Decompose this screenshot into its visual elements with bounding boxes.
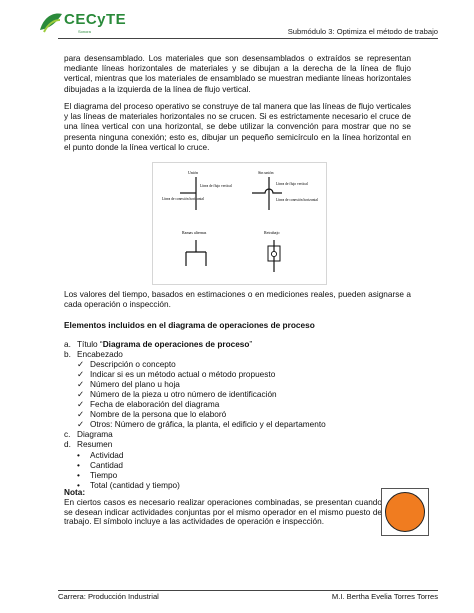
outline-b-text: Descripción o concepto [90, 360, 176, 370]
outline-b-text: Fecha de elaboración del diagrama [90, 400, 220, 410]
footer-author: M.I. Bertha Evelia Torres Torres [331, 592, 438, 601]
bullet-icon: • [77, 450, 80, 460]
outline-b-text: Nombre de la persona que lo elaboró [90, 410, 227, 420]
outline-item-c [64, 430, 424, 440]
union-note-horizontal: Línea de conexión horizontal [162, 197, 205, 201]
outline-b-text: Otros: Número de gráfica, la planta, el edificio y el departamento [90, 420, 326, 430]
figure-label-ramas: Ramas alternas [182, 230, 207, 235]
outline-d-label: Resumen [77, 440, 113, 450]
logo-text: CECyTE [64, 11, 127, 28]
bullet-icon: • [77, 460, 80, 470]
check-icon: ✓ [77, 370, 84, 380]
outline-b-text: Número de la pieza u otro número de identificación [90, 390, 277, 400]
outline-b-text: Indicar si es un método actual o método propuesto [90, 370, 276, 380]
retrabajo-operation-circle [271, 251, 276, 256]
check-icon: ✓ [77, 380, 84, 390]
section-heading: Elementos incluidos en el diagrama de operaciones de proceso [64, 320, 315, 330]
bullet-icon: • [77, 470, 80, 480]
check-icon: ✓ [77, 400, 84, 410]
outline-b-item [64, 360, 424, 370]
sin-union-note-vertical: Línea de flujo vertical [276, 182, 308, 186]
figure-label-retrabajo: Retrabajo [264, 230, 280, 235]
outline-d-text: Actividad [90, 450, 124, 460]
outline-c-label: Diagrama [77, 430, 113, 440]
outline-marker: c. [64, 430, 71, 440]
outline-a-bold: Diagrama de operaciones de proceso [102, 340, 250, 349]
check-icon: ✓ [77, 410, 84, 420]
paragraph-3: Los valores del tiempo, basados en estimaciones o en mediciones reales, pueden asignarse a cada operación o inspección. [64, 290, 411, 310]
footer-career: Carrera: Producción Industrial [58, 592, 159, 601]
outline-d-item [64, 461, 424, 471]
outline-d-text: Total (cantidad y tiempo) [90, 480, 180, 490]
outline-d-item [64, 471, 424, 481]
outline-b-item [64, 370, 424, 380]
header-divider [58, 38, 438, 39]
outline-marker: b. [64, 350, 71, 360]
outline-b-item [64, 380, 424, 390]
figure-label-union: Unión [188, 170, 198, 175]
elements-outline [64, 340, 424, 491]
outline-item-d [64, 440, 424, 450]
outline-marker: a. [64, 340, 71, 349]
outline-b-text: Número del plano u hoja [90, 380, 180, 390]
outline-marker: d. [64, 440, 71, 450]
check-icon: ✓ [77, 420, 84, 430]
outline-item-a [64, 340, 424, 350]
outline-d-text: Cantidad [90, 460, 124, 470]
paragraph-1: para desensamblado. Los materiales que son desensamblados o extraídos se representan mediante líneas horizontales de materiales y se dibujan a la derecha de la línea de flujo vertical, mientras que los materiales de ensamblado se muestran mediante líneas horizontales dibujadas a la izquierda de la línea de flujo vertical. [64, 54, 411, 94]
logo-subtext: Sonora [78, 29, 91, 34]
flow-conventions-figure [152, 162, 327, 285]
outline-a-prefix: Título “ [77, 340, 103, 349]
header-title: Submódulo 3: Optimiza el método de trabajo [287, 27, 438, 36]
outline-b-item [64, 400, 424, 410]
nota-text: En ciertos casos es necesario realizar operaciones combinadas, se presentan cuando se desean indicar actividades conjuntas por el mismo operador en el mismo puesto de trabajo. El símbolo incluye a las actividades de operación e inspección. [64, 497, 382, 527]
figure-frame [153, 163, 327, 285]
logo-leaf-icon [38, 10, 64, 36]
paragraph-2: El diagrama del proceso operativo se construye de tal manera que las líneas de flujo verticales y las líneas de materiales horizontales no se crucen. Si es estrictamente necesario el cruce de una línea vertical con una horizontal, se debe utilizar la convención para mostrar que no se presenta ninguna conexión; esto es, dibujar un pequeño semicírculo en la línea horizontal en el punto donde la línea vertical lo cruce. [64, 102, 411, 152]
figure-label-sin-union: Sin unión [258, 170, 274, 175]
sin-union-note-horizontal: Línea de conexión horizontal [276, 198, 319, 202]
outline-item-b [64, 350, 424, 360]
outline-d-text: Tiempo [90, 470, 118, 480]
outline-b-item [64, 390, 424, 400]
outline-b-item [64, 420, 424, 430]
union-note-vertical: Línea de flujo vertical [200, 184, 232, 188]
combined-operation-icon [385, 492, 425, 532]
nota-label: Nota: [64, 488, 86, 497]
check-icon: ✓ [77, 390, 84, 400]
nota-block [64, 488, 382, 527]
outline-b-item [64, 410, 424, 420]
outline-b-label: Encabezado [77, 350, 123, 360]
check-icon: ✓ [77, 360, 84, 370]
cecyte-logo [38, 8, 128, 38]
footer-divider [58, 590, 438, 591]
bullet-icon: • [77, 480, 80, 490]
outline-d-item [64, 451, 424, 461]
outline-a-suffix: ” [249, 340, 253, 349]
